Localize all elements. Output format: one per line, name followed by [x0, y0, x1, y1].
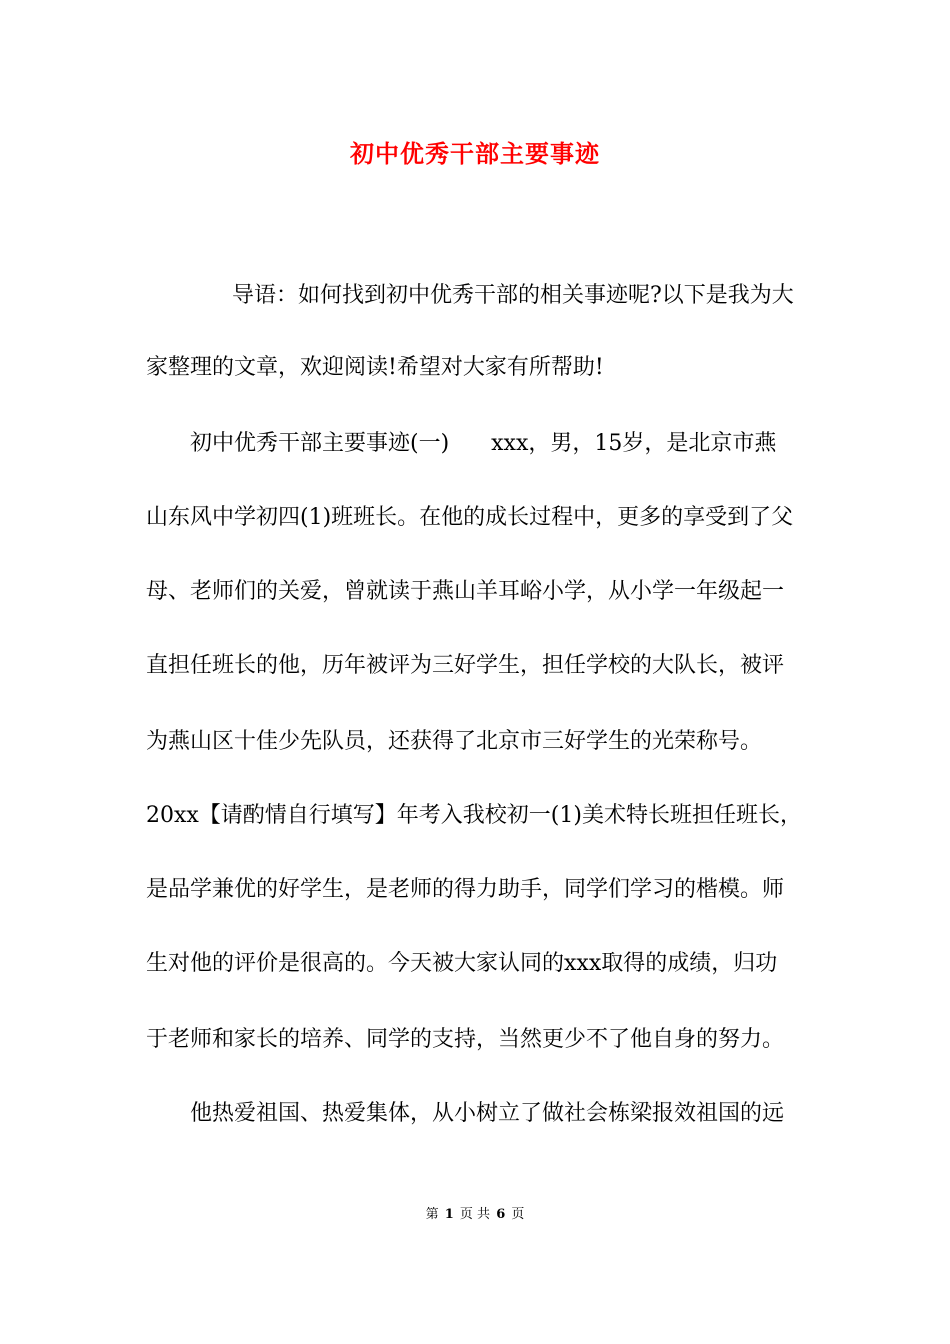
paragraph-line: 初中优秀干部主要事迹(一) xxx，男，15岁，是北京市燕 — [190, 431, 777, 456]
paragraph-line: 直担任班长的他，历年被评为三好学生，担任学校的大队长，被评 — [146, 653, 785, 678]
footer-middle: 页 共 — [459, 1207, 491, 1222]
document-title: 初中优秀干部主要事迹 — [350, 139, 600, 168]
page-footer — [0, 1206, 950, 1224]
footer-page-number: 1 — [444, 1207, 454, 1222]
paragraph-line: 于老师和家长的培养、同学的支持，当然更少不了他自身的努力。 — [146, 1027, 785, 1052]
paragraph-line: 山东风中学初四(1)班班长。在他的成长过程中，更多的享受到了父 — [146, 505, 794, 530]
footer-prefix: 第 — [425, 1207, 439, 1222]
paragraph-line: 他热爱祖国、热爱集体，从小树立了做社会栋梁报效祖国的远 — [190, 1101, 785, 1126]
footer-total-pages: 6 — [496, 1207, 506, 1222]
paragraph-line: 导语：如何找到初中优秀干部的相关事迹呢?以下是我为大 — [232, 283, 794, 308]
paragraph-line: 母、老师们的关爱，曾就读于燕山羊耳峪小学，从小学一年级起一 — [146, 579, 785, 604]
paragraph-line: 是品学兼优的好学生，是老师的得力助手，同学们学习的楷模。师 — [146, 877, 785, 902]
footer-suffix: 页 — [511, 1207, 525, 1222]
paragraph-line: 20xx【请酌情自行填写】年考入我校初一(1)美术特长班担任班长， — [146, 803, 802, 828]
paragraph-line: 为燕山区十佳少先队员，还获得了北京市三好学生的光荣称号。 — [146, 729, 763, 754]
paragraph-line: 家整理的文章，欢迎阅读!希望对大家有所帮助! — [146, 355, 604, 380]
paragraph-line: 生对他的评价是很高的。今天被大家认同的xxx取得的成绩，归功 — [146, 951, 778, 976]
